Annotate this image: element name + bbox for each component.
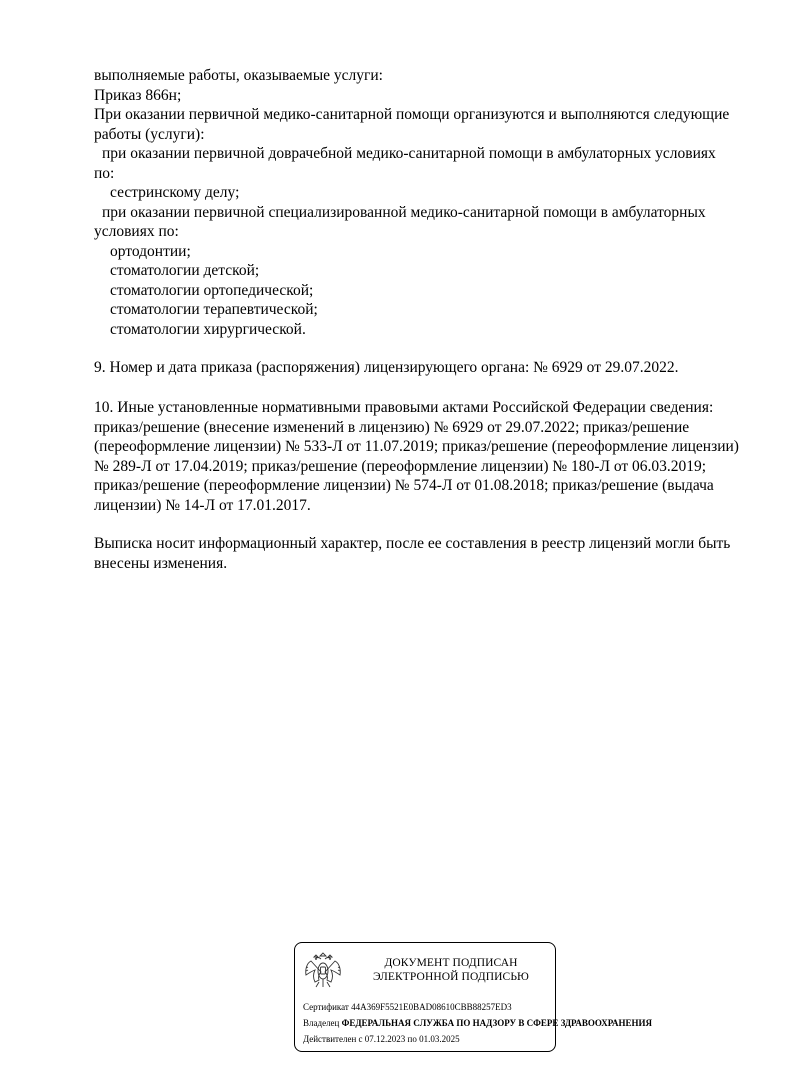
digital-signature-stamp xyxy=(294,942,653,1052)
stamp-title-line: ДОКУМЕНТ ПОДПИСАН xyxy=(384,957,518,969)
stamp-title-line: ЭЛЕКТРОННОЙ ПОДПИСЬЮ xyxy=(373,971,529,983)
certificate-value: 44A369F5521E0BAD08610CBB88257ED3 xyxy=(351,1002,512,1012)
intro-line: сестринскому делу; xyxy=(110,184,240,201)
certificate-row xyxy=(303,1002,512,1013)
intro-line: стоматологии детской; xyxy=(110,262,260,279)
section-9-text: 9. Номер и дата приказа (распоряжения) лицензирующего органа: № 6929 от 29.07.2022. xyxy=(94,359,679,376)
owner-row xyxy=(303,1018,652,1029)
validity-row xyxy=(303,1034,460,1045)
stamp-title xyxy=(353,956,549,984)
certificate-label: Сертификат xyxy=(303,1002,349,1012)
intro-line: при оказании первичной специализированной медико-санитарной помощи в амбулаторных xyxy=(102,203,706,221)
section-10-line: приказ/решение (переоформление лицензии) № 574-Л от 01.08.2018; приказ/решение (выдача xyxy=(94,477,714,494)
section-10-line: № 289-Л от 17.04.2019; приказ/решение (переоформление лицензии) № 180-Л от 06.03.2019; xyxy=(94,457,707,475)
owner-value: ФЕДЕРАЛЬНАЯ СЛУЖБА ПО НАДЗОРУ В СФЕРЕ ЗДРАВООХРАНЕНИЯ xyxy=(341,1018,653,1028)
section-10-line: лицензии) № 14-Л от 17.01.2017. xyxy=(94,496,311,514)
note-line: Выписка носит информационный характер, после ее составления в реестр лицензий могли быть xyxy=(94,535,731,552)
intro-line: выполняемые работы, оказываемые услуги: xyxy=(94,67,383,84)
intro-line: При оказании первичной медико-санитарной помощи организуются и выполняются следующие xyxy=(94,106,730,123)
intro-line: ортодонтии; xyxy=(110,242,191,260)
intro-line: стоматологии хирургической. xyxy=(110,320,306,338)
intro-line: стоматологии терапевтической; xyxy=(110,301,318,318)
intro-line: Приказ 866н; xyxy=(94,86,182,104)
intro-line: по: xyxy=(94,164,115,182)
section-10 xyxy=(94,398,774,515)
note-line: внесены изменения. xyxy=(94,554,228,572)
info-note xyxy=(94,534,774,573)
validity-text: Действителен с 07.12.2023 по 01.03.2025 xyxy=(303,1034,460,1044)
section-9 xyxy=(94,358,774,378)
double-headed-eagle-emblem-icon xyxy=(303,949,343,991)
owner-label: Владелец xyxy=(303,1018,340,1028)
section-10-line: 10. Иные установленные нормативными правовыми актами Российской Федерации сведения: xyxy=(94,399,714,416)
section-10-line: приказ/решение (внесение изменений в лицензию) № 6929 от 29.07.2022; приказ/решение xyxy=(94,418,690,436)
intro-line: условиях по: xyxy=(94,223,179,240)
intro-line: стоматологии ортопедической; xyxy=(110,281,314,299)
intro-line: при оказании первичной доврачебной медико-санитарной помощи в амбулаторных условиях xyxy=(102,145,716,162)
section-10-line: (переоформление лицензии) № 533-Л от 11.07.2019; приказ/решение (переоформление лицензии) xyxy=(94,438,739,455)
intro-block xyxy=(94,66,774,339)
intro-line: работы (услуги): xyxy=(94,125,205,143)
